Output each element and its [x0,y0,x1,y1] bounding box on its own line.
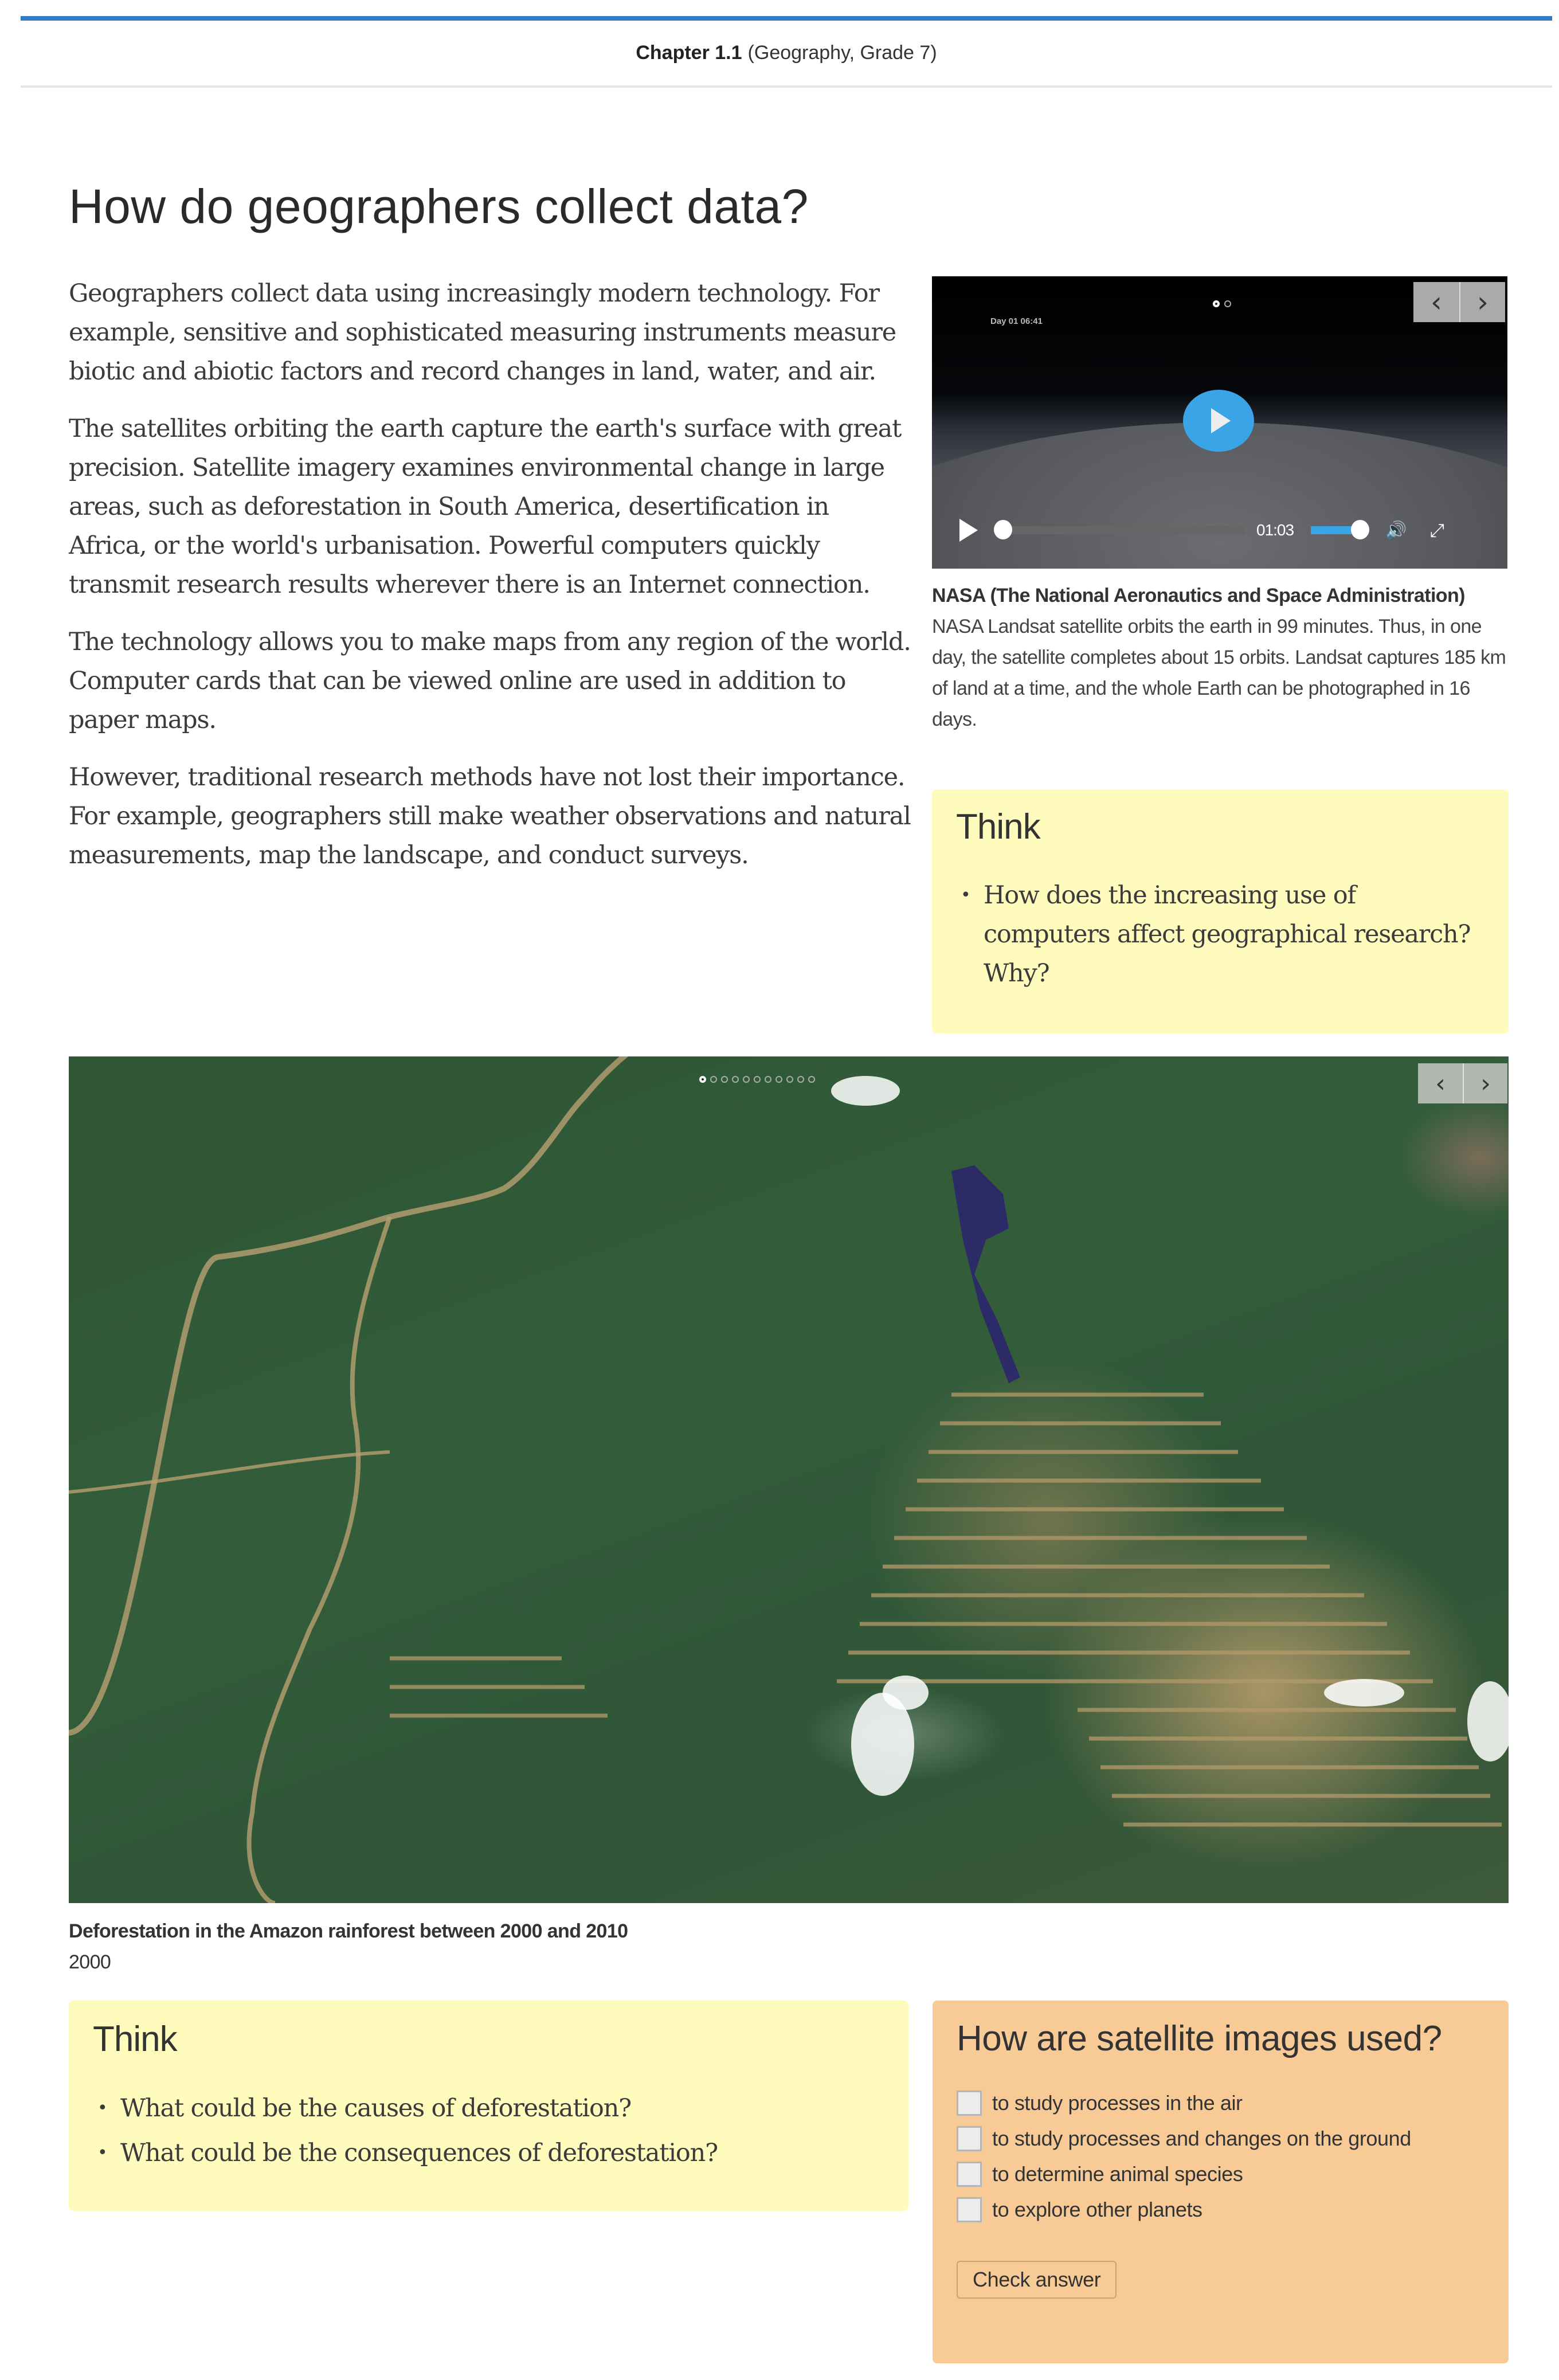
big-play-button[interactable] [1183,390,1254,452]
quiz-options [957,2085,1484,2228]
video-controls [932,516,1507,545]
quiz-title: How are satellite images used? [957,2019,1442,2058]
think-title: Think [956,807,1040,847]
paragraph: However, traditional research methods have not lost their importance. For example, geographers still make weather observations and natural measurements, map the landscape, and conduct surveys. [69,763,911,870]
river [69,1056,946,1733]
check-answer-button[interactable]: Check answer [957,2261,1117,2299]
river [249,1217,390,1903]
pager-dot[interactable] [1224,300,1231,307]
chapter-context: (Geography, Grade 7) [747,42,937,64]
pager-dot[interactable] [797,1076,804,1083]
video-caption-title: NASA (The National Aeronautics and Space Administration) [932,585,1465,606]
think-item: • What could be the consequences of deforestation? [93,2131,884,2175]
chapter-header [21,21,1552,88]
chevron-right-icon[interactable]: › [1463,1063,1507,1103]
pager-dot[interactable] [808,1076,815,1083]
checkbox[interactable] [957,2197,982,2222]
play-icon[interactable] [959,519,978,542]
option-label: to determine animal species [992,2162,1243,2186]
video-time: 01:03 [1256,521,1294,539]
quiz-option[interactable] [957,2192,1484,2228]
seek-bar[interactable] [998,526,1245,534]
body-text [69,274,911,893]
page-title: How do geographers collect data? [69,179,809,233]
think-title: Think [93,2019,177,2059]
quiz-box [933,2001,1509,2363]
gallery-nav [1418,1063,1507,1103]
volume-icon[interactable]: 🔊 [1385,520,1407,541]
quiz-option[interactable] [957,2156,1484,2192]
chevron-right-icon[interactable]: › [1459,282,1505,322]
think-item: • How does the increasing use of computers affect geographical research? Why? [956,876,1484,993]
pager-dot-active[interactable] [699,1076,706,1083]
paragraph: The satellites orbiting the earth capture the earth's surface with great precision. Satellite imagery examines environmental change in large areas, such as deforestation in South America, desertification in Africa, or the world's urbanisation. Powerful computers quickly transmit research results wherever there is an Internet connection. [69,414,902,599]
pager-dot-active[interactable] [1213,300,1220,307]
seek-handle[interactable] [994,520,1012,539]
clouds [831,1076,1509,1796]
satellite-image-gallery[interactable] [69,1056,1509,1903]
video-caption-text: NASA Landsat satellite orbits the earth in 99 minutes. Thus, in one day, the satellite completes about 15 orbits. Landsat captures 185 km of land at a time, and the whole Earth can be photographed in 16 days. [932,616,1506,730]
play-icon [1211,408,1231,433]
clearing-pattern [390,1395,1502,1825]
think-list [956,876,1484,993]
image-caption [69,1916,628,1978]
video-slide-nav [1413,282,1505,322]
option-label: to study processes in the air [992,2091,1243,2115]
video-overlay-timestamp: Day 01 06:41 [990,316,1043,326]
pager-dot[interactable] [732,1076,739,1083]
pager-dot[interactable] [765,1076,771,1083]
dark-lake [951,1165,1020,1383]
chapter-label: Chapter 1.1 [636,42,742,64]
paragraph: Geographers collect data using increasingly modern technology. For example, sensitive and sophisticated measuring instruments measure biotic and abiotic factors and record changes in land, water, and air. [69,279,896,386]
quiz-option[interactable] [957,2085,1484,2121]
think-box [69,2001,908,2211]
quiz-option[interactable] [957,2121,1484,2156]
paragraph: The technology allows you to make maps from any region of the world. Computer cards that can be viewed online are used in addition to paper maps. [69,628,911,734]
chevron-left-icon[interactable]: ‹ [1431,285,1442,319]
volume-handle[interactable] [1351,520,1369,539]
checkbox[interactable] [957,2162,982,2187]
pager-dot[interactable] [754,1076,761,1083]
pager-dot[interactable] [710,1076,717,1083]
think-item: • What could be the causes of deforestation? [93,2086,884,2131]
video-player[interactable] [932,276,1507,569]
option-label: to study processes and changes on the ground [992,2127,1411,2150]
fullscreen-icon[interactable]: ⤢ [1429,519,1445,541]
volume-slider[interactable] [1311,526,1362,534]
pager-dot[interactable] [786,1076,793,1083]
think-box [932,789,1509,1034]
option-label: to explore other planets [992,2198,1202,2221]
deforestation-satellite-image [69,1056,1509,1903]
image-caption-year: 2000 [69,1951,111,1973]
pager-dot[interactable] [775,1076,782,1083]
top-accent-bar [21,16,1552,21]
pager-dot[interactable] [743,1076,750,1083]
checkbox[interactable] [957,2126,982,2151]
video-slide-pager [1213,300,1231,307]
pager-dot[interactable] [721,1076,728,1083]
image-caption-title: Deforestation in the Amazon rainforest between 2000 and 2010 [69,1920,628,1942]
road [69,1452,390,1492]
chevron-left-icon[interactable]: ‹ [1435,1068,1446,1098]
think-list [93,2086,884,2175]
checkbox[interactable] [957,2091,982,2116]
gallery-pager [699,1076,815,1083]
video-caption [932,580,1511,735]
